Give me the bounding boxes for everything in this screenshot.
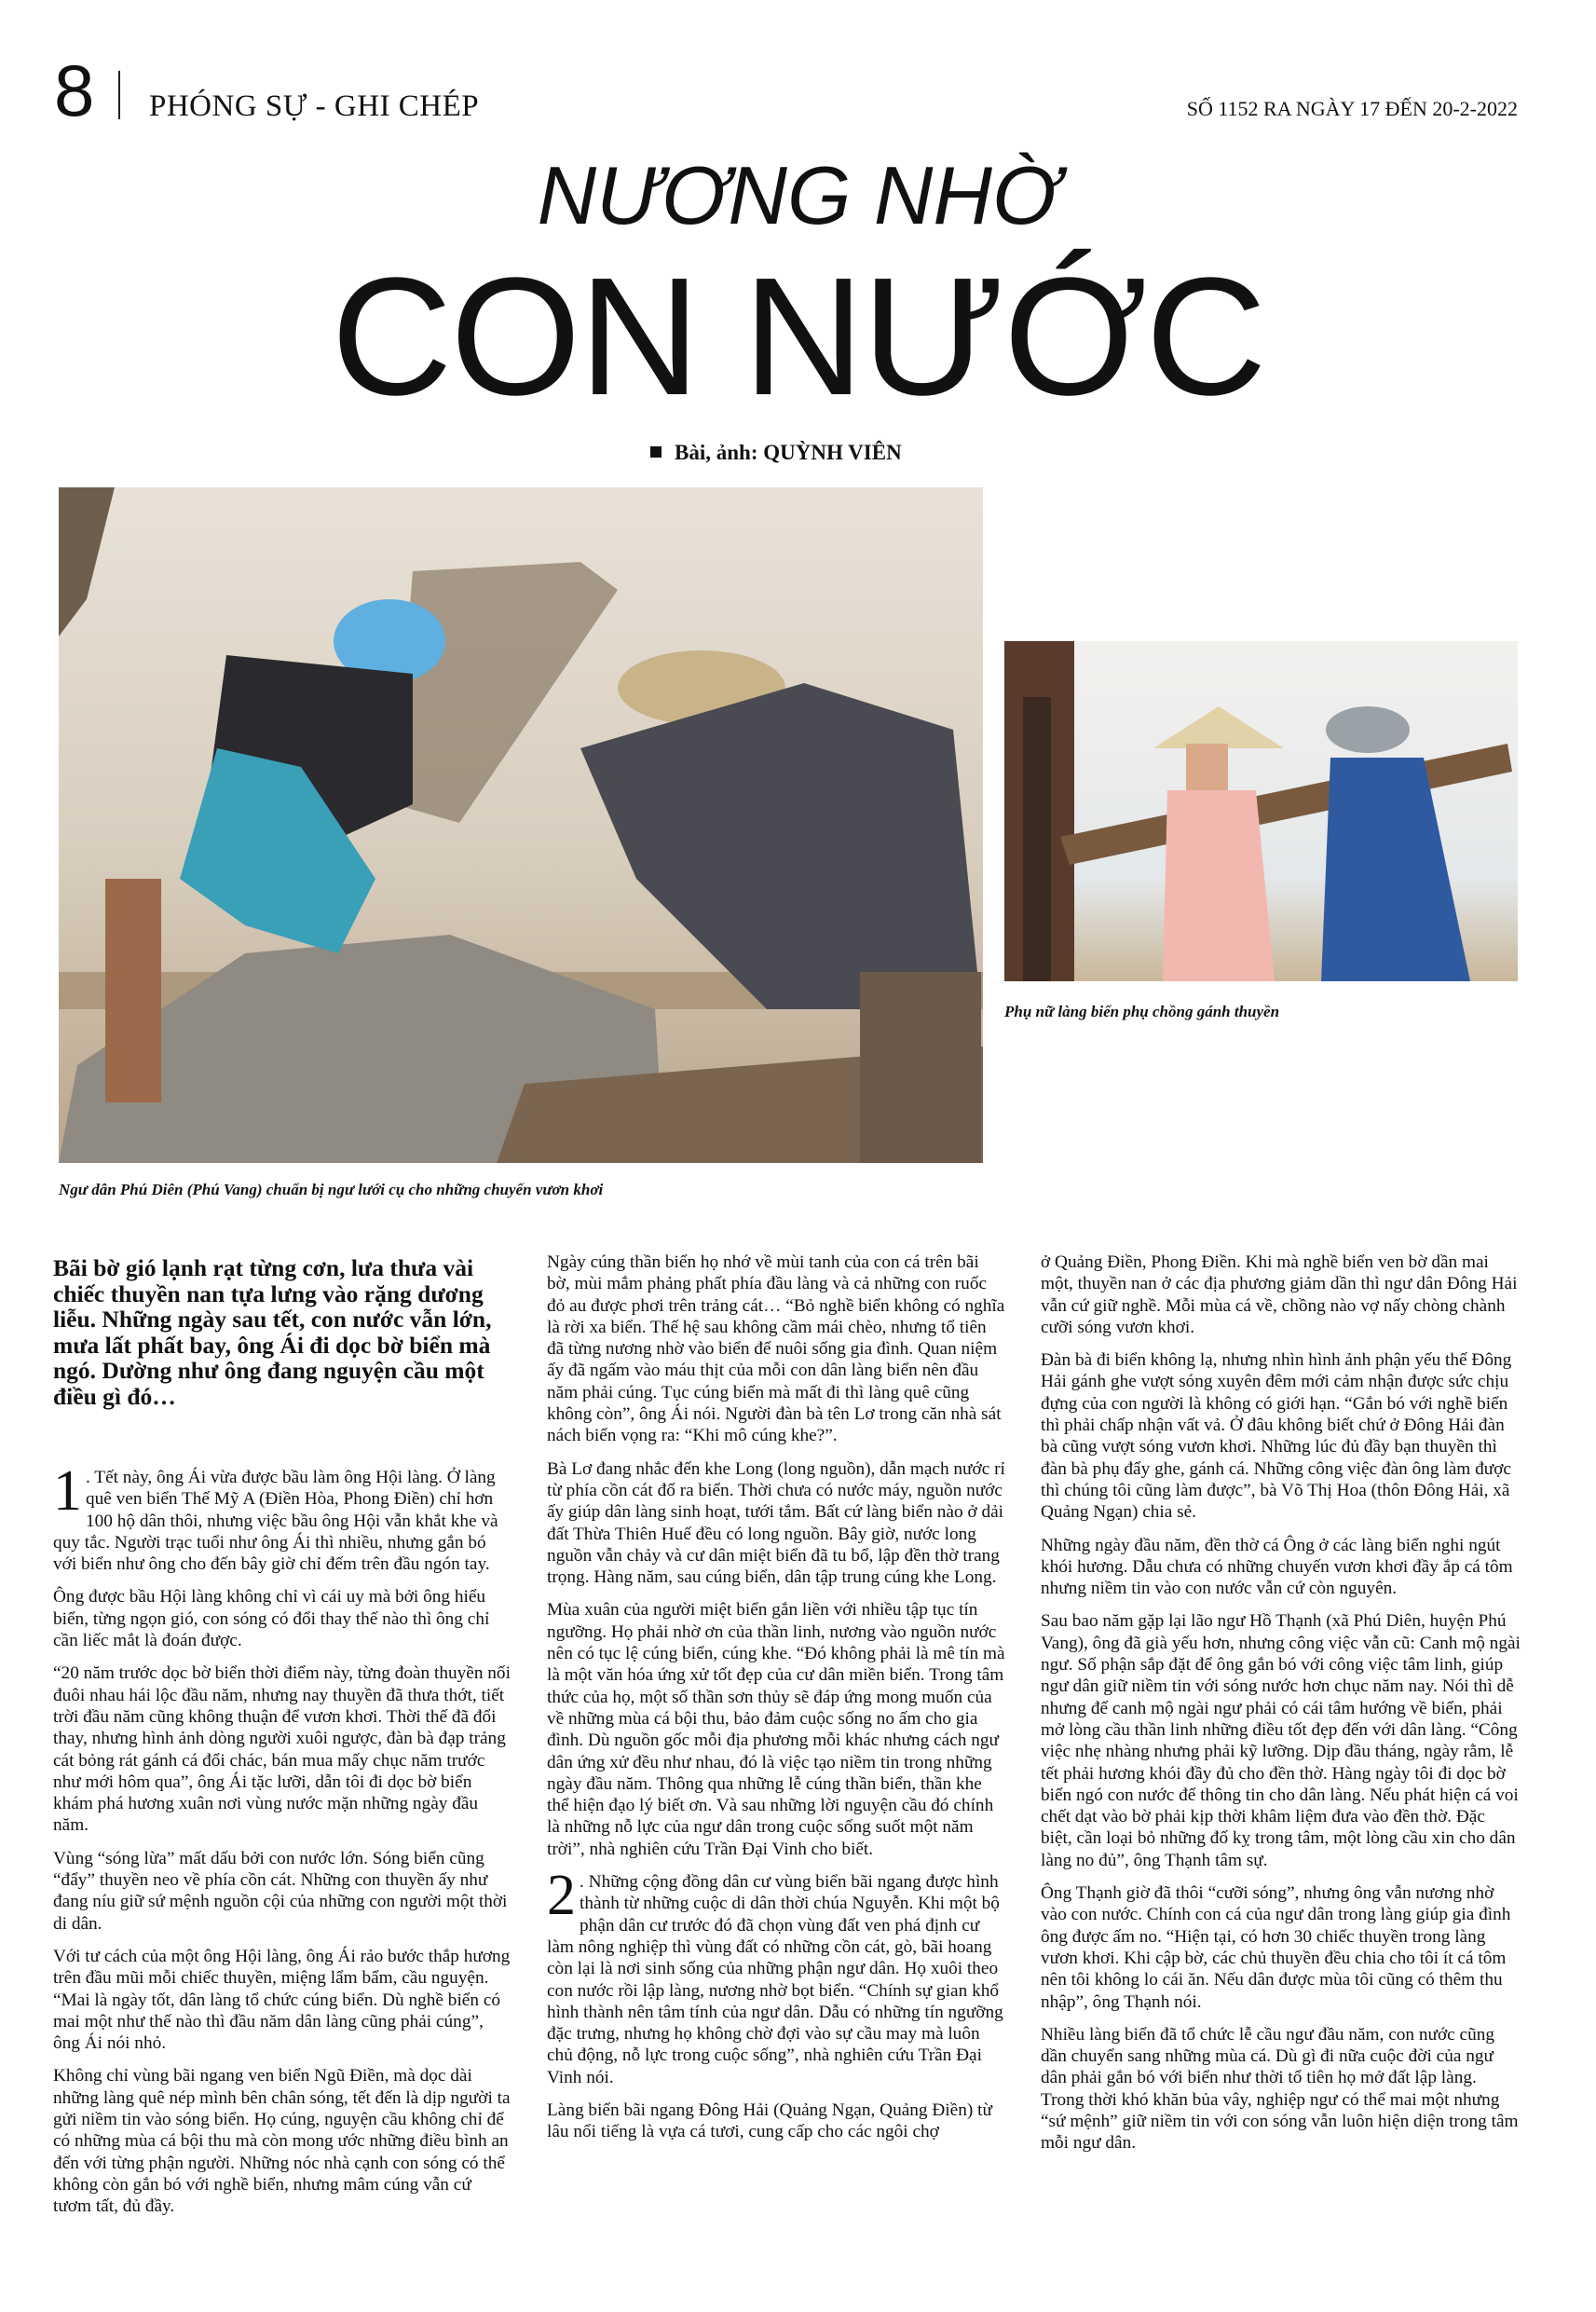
article-paragraph: ở Quảng Điền, Phong Điền. Khi mà nghề biển ven bờ dần mai một, thuyền nan ở các địa phương giảm dần thì ngư dân Đông Hải vẫn cứ giữ nghề. Mỗi mùa cá về, chồng nào vợ nấy chòng chành cưỡi sóng vươn khơi. bbox=[1041, 1252, 1518, 1337]
article-paragraph: Không chỉ vùng bãi ngang ven biển Ngũ Điền, mà dọc dài những làng quê nép mình bên chân sóng, tết đến là dịp người ta gửi niềm tin vào sóng biển. Họ cúng, nguyện cầu không chỉ để có những mùa cá bội thu mà còn mong ước những điều bình an đến với từng phận người. Những nóc nhà cạnh con sóng có thể không còn gắn bó với nghề biển, nhưng mâm cúng vẫn cứ tươm tất, đủ đầy. bbox=[53, 2066, 511, 2217]
article-paragraph: Ông được bầu Hội làng không chỉ vì cái uy mà bởi ông hiểu biển, từng ngọn gió, con sóng có đổi thay thế nào thì ông chỉ cần liếc mắt là đoán được. bbox=[53, 1587, 490, 1651]
article-paragraph: Vùng “sóng lừa” mất dấu bởi con nước lớn. Sóng biển cũng “đẩy” thuyền neo về phía cồn cát. Những con thuyền ấy như đang níu giữ sứ mệnh nguồn cội của những con người một thời di dân. bbox=[53, 1848, 508, 1934]
article-paragraph bbox=[547, 1864, 1005, 2088]
page-number: 8 bbox=[54, 49, 95, 131]
headline-line-2: CON NƯỚC bbox=[331, 243, 1265, 431]
side-photo-caption: Phụ nữ làng biển phụ chồng gánh thuyền bbox=[1004, 1003, 1280, 1020]
article-paragraph: Ngày cúng thần biển họ nhớ về mùi tanh của con cá trên bãi bờ, mùi mắm phảng phất phía đầu làng và cả những con ruốc đỏ au được phơi trên trảng cát… “Bỏ nghề biển không có nghĩa là rời xa biển. Thế hệ sau không cầm mái chèo, nhưng tổ tiên đã từng nương nhờ vào biển để nuôi sống gia đình. Quan niệm ấy đã ngấm vào máu thịt của mỗi con dân làng biển nên đầu năm phải cúng. Tục cúng biển mà mất đi thì làng quê cũng không còn”, ông Ái nói. Người đàn bà tên Lơ trong căn nhà sát nách biển vọng ra: “Khi mô cúng khe?”. bbox=[547, 1252, 1005, 1446]
article-paragraph: Sau bao năm gặp lại lão ngư Hồ Thạnh (xã Phú Diên, huyện Phú Vang), ông đã già yếu hơn, nhưng công việc vẫn cũ: Canh mộ ngài ngư. Số phận sắp đặt để ông gắn bó với công việc tâm linh, giúp ngư dân giữ niềm tin với sóng nước hơn chục năm nay. Nói thì dễ nhưng để canh mộ ngài ngư phải có cái tâm hướng về biển, phải mở lòng cầu thần linh những điều tốt đẹp đến với dân làng. “Công việc nhẹ nhàng nhưng phải kỹ lưỡng. Dịp đầu tháng, ngày rằm, lễ tết phải hương khói đầy đủ cho đền thờ. Hàng ngày tôi đi dọc bờ biển ngó con nước để thông tin cho dân làng. Nếu phát hiện cá voi chết dạt vào bờ phải kịp thời khâm liệm đưa vào đền thờ. Đặc biệt, cần loại bỏ những đố kỵ trong tâm, một lòng cầu xin cho dân làng no đủ”, ông Thạnh tâm sự. bbox=[1041, 1611, 1521, 1870]
article-paragraph: Đàn bà đi biển không lạ, nhưng nhìn hình ảnh phận yếu thế Đông Hải gánh ghe vượt sóng xuyên đêm mới cảm nhận được sức chịu đựng của con người là không có giới hạn. “Gắn bó với nghề biển thì phải chấp nhận vất vả. Ở đâu không biết chứ ở Đông Hải đàn bà cũng vượt sóng vươn khơi. Những lúc đủ đầy bạn thuyền thì đàn bà phụ đẩy ghe, gánh cá. Những công việc đàn ông làm được thì chúng tôi cũng làm được”, bà Võ Thị Hoa (thôn Đông Hải, xã Quảng Ngạn) chia sẻ. bbox=[1041, 1350, 1512, 1523]
headline-line-1: NƯƠNG NHỜ bbox=[537, 149, 1059, 241]
square-bullet-icon bbox=[650, 446, 662, 458]
article-column-2 bbox=[547, 1252, 1005, 2155]
article-paragraph: Ông Thạnh giờ đã thôi “cưỡi sóng”, nhưng ông vẫn nương nhờ vào con nước. Chính con cá của ngư dân trong làng giúp gia đình ông được ấm no. “Hiện tại, có hơn 30 chiếc thuyền trong làng vươn khơi. Khi cập bờ, các chủ thuyền đều chia cho tôi ít cá tôm nên tôi không lo cái ăn. Nếu dân được mùa tôi cũng có thêm thu nhập”, ông Thạnh nói. bbox=[1041, 1883, 1511, 2012]
drop-cap: 1 bbox=[53, 1459, 82, 1523]
article-paragraph: Những ngày đầu năm, đền thờ cá Ông ở các làng biển nghi ngút khói hương. Dẫu chưa có những chuyến vươn khơi đầy ắp cá tôm nhưng niềm tin vào con nước vẫn cứ còn nguyên. bbox=[1041, 1535, 1513, 1599]
drop-cap: 2 bbox=[547, 1864, 576, 1928]
article-paragraph: Làng biển bãi ngang Đông Hải (Quảng Ngạn, Quảng Điền) từ lâu nổi tiếng là vựa cá tươi, cung cấp cho các ngôi chợ bbox=[547, 2100, 992, 2142]
article-column-3 bbox=[1041, 1252, 1521, 2166]
article-lead: Bãi bờ gió lạnh rạt từng cơn, lưa thưa vài chiếc thuyền nan tựa lưng vào rặng dương liễu. Những ngày sau tết, con nước vẫn lớn, mưa lất phất bay, ông Ái đi dọc bờ biển mà ngó. Dường như ông đang nguyện cầu một điều gì đó… bbox=[53, 1254, 492, 1410]
header-divider bbox=[118, 71, 120, 119]
article-paragraph: “20 năm trước dọc bờ biển thời điểm này, từng đoàn thuyền nối đuôi nhau hái lộc đầu năm, nhưng nay thuyền đã thưa thớt, tiết trời đầu năm cũng không thuận để vươn khơi. Thời thế đã đổi thay, nhưng hình ảnh dòng người xuôi ngược, đàn bà đạp trảng cát bỏng rát gánh cá đổi chác, bán mua mấy chục năm trước như mới hôm qua”, ông Ái tặc lưỡi, dẫn tôi đi dọc bờ biển khám phá hương xuân nơi vùng nước mặn những ngày đầu năm. bbox=[53, 1663, 511, 1836]
main-photo-fishermen-net bbox=[59, 487, 983, 1163]
side-photo-women-carrying-boat bbox=[1004, 641, 1518, 981]
article-paragraph: Nhiều làng biển đã tổ chức lễ cầu ngư đầu năm, con nước cũng dần chuyển sang những mùa cá. Dù gì đi nữa cuộc đời của ngư dân phải gắn bó với biển như thời tổ tiên họ mở đất lập làng. Trong thời khó khăn bủa vây, nghiệp ngư có thể mai một nhưng “sứ mệnh” giữ niềm tin với con sóng vẫn luôn hiện diện trong tâm mỗi ngư dân. bbox=[1041, 2024, 1519, 2154]
main-photo-caption: Ngư dân Phú Diên (Phú Vang) chuẩn bị ngư lưới cụ cho những chuyến vươn khơi bbox=[59, 1181, 604, 1198]
issue-info: SỐ 1152 RA NGÀY 17 ĐẾN 20-2-2022 bbox=[1186, 97, 1518, 120]
article-paragraph: Mùa xuân của người miệt biển gắn liền với nhiều tập tục tín ngưỡng. Họ phải nhờ ơn của thần linh, nương vào nguồn nước nên có tục lệ cúng biển, cúng khe. “Đó không phải là mê tín mà là một văn hóa ứng xử tốt đẹp của cư dân miền biển. Trong tâm thức của họ, một số thần sơn thủy sẽ đáp ứng mong muốn của về những mùa cá bội thu, bảo đảm cuộc sống no ấm cho gia đình. Dù nguồn gốc mỗi địa phương mỗi khác nhưng cách ngư dân ứng xử đều như nhau, đó là việc tạo niềm tin trong những ngày đầu năm. Thông qua những lễ cúng thần biển, thần khe thể hiện đạo lý biết ơn. Và sau những lời nguyện cầu đó chính là những nỗ lực của ngư dân trong cuộc sống suốt một năm trời”, nhà nghiên cứu Trần Đại Vinh cho biết. bbox=[547, 1600, 1005, 1859]
byline bbox=[650, 442, 902, 463]
article-paragraph: Bà Lơ đang nhắc đến khe Long (long nguồn), dẫn mạch nước rỉ từ phía cồn cát đổ ra biển. Thời chưa có nước máy, nguồn nước ấy giúp dân làng sinh hoạt, tưới tắm. Bất cứ làng biển nào ở dải đất Thừa Thiên Huế đều có long nguồn. Bây giờ, nước long nguồn vẫn chảy và cư dân miệt biển đã tu bổ, lập đền thờ trang trọng. Hàng năm, sau cúng biển, dân tập trung cúng khe Long. bbox=[547, 1458, 1005, 1588]
paragraph-text: . Tết này, ông Ái vừa được bầu làm ông Hội làng. Ở làng quê ven biển Thế Mỹ A (Điền Hòa, Phong Điền) chỉ hơn 100 hộ dân thôi, nhưng việc bầu ông Hội vẫn khắt khe và quy tắc. Người trạc tuổi như ông Ái thì nhiều, nhưng gắn bó với biển như ông cho đến bây giờ chỉ đếm trên đầu ngón tay. bbox=[53, 1468, 498, 1575]
section-title: PHÓNG SỰ - GHI CHÉP bbox=[149, 89, 480, 123]
article-paragraph bbox=[53, 1459, 512, 1575]
paragraph-text: . Những cộng đồng dân cư vùng biển bãi ngang được hình thành từ những cuộc di dân thời chúa Nguyễn. Khi một bộ phận dân cư trước đó đã chọn vùng đất ven phá định cư làm nông nghiệp thì vùng đất có những cồn cát, gò, bãi hoang còn lại là nơi sinh sống của những phận ngư dân. Họ xuôi theo con nước rồi lập làng, nương nhờ bọt biển. “Chính sự gian khổ hình thành nên tâm tính của ngư dân. Dẫu có những tín ngưỡng đặc trưng, nhưng họ không chờ đợi vào sự cầu may mà luôn chủ động, nỗ lực trong cuộc sống”, nhà nghiên cứu Trần Đại Vinh nói. bbox=[547, 1872, 1003, 2087]
article-paragraph: Với tư cách của một ông Hội làng, ông Ái rảo bước thắp hương trên đầu mũi mỗi chiếc thuyền, miệng lẩm bẩm, cầu nguyện. “Mai là ngày tốt, dân làng tổ chức cúng biển. Dù nghề biển có mai một như thế nào thì đầu năm dân làng cũng phải cúng”, ông Ái nói nhỏ. bbox=[53, 1946, 511, 2054]
byline-text: Bài, ảnh: QUỲNH VIÊN bbox=[675, 441, 902, 464]
article-column-1 bbox=[53, 1255, 512, 2229]
